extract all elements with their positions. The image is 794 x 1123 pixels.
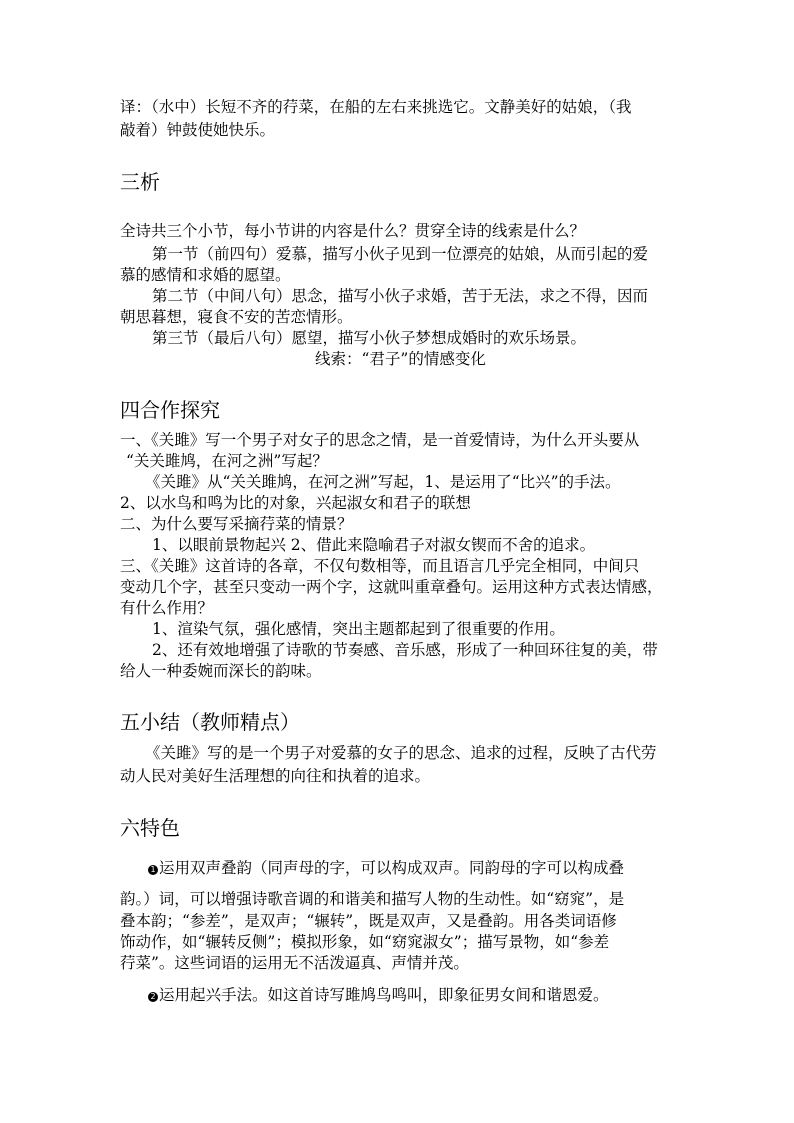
section4-a3-2-line-2: 给人一种委婉而深长的韵味。 [120, 662, 322, 680]
section6-item1-line-4: 饰动作，如“辗转反侧”；模拟形象，如“窈窕淑女”；描写景物，如“参差 [120, 933, 610, 951]
section4-q2: 二、为什么要写采摘荇菜的情景？ [120, 515, 353, 533]
section5-line-1: 《关雎》写的是一个男子对爱慕的女子的思念、追求的过程，反映了古代劳 [145, 744, 657, 762]
section6-item1-line-1 [148, 858, 624, 878]
section3-p3: 第三节（最后八句）愿望，描写小伙子梦想成婚时的欢乐场景。 [152, 329, 587, 347]
section3-p1-line-2: 慕的感情和求婚的愿望。 [120, 266, 291, 284]
section6-item2 [148, 985, 609, 1005]
section5-line-2: 动人民对美好生活理想的向往和执着的追求。 [120, 767, 431, 785]
section3-p2-line-2: 朝思暮想，寝食不安的苦恋情形。 [120, 308, 353, 326]
section-heading-3: 三析 [120, 170, 160, 194]
section4-q3-line-1: 三、《关雎》这首诗的各章，不仅句数相等，而且语言几乎完全相同，中间只 [120, 557, 640, 575]
section6-item1-line-3: 叠本韵；“参差”，是双声；“辗转”，既是双声，又是叠韵。用各类词语修 [120, 912, 617, 930]
translation-line-2: 敲着）钟鼓使她快乐。 [120, 121, 276, 139]
section3-clue: 线索：“君子”的情感变化 [315, 350, 486, 368]
section4-a1-line-2: 2、以水鸟和鸣为比的对象，兴起淑女和君子的联想 [120, 494, 471, 512]
section4-a3-1: 1、渲染气氛，强化感情，突出主题都起到了很重要的作用。 [152, 620, 565, 638]
section4-a2: 1、以眼前景物起兴 2、借此来隐喻君子对淑女锲而不舍的追求。 [152, 536, 596, 554]
section6-item1-line-5: 荇菜”。这些词语的运用无不活泼逼真、声情并茂。 [120, 954, 469, 972]
section-heading-5: 五小结（教师精点） [120, 710, 300, 734]
section3-p1-line-1: 第一节（前四句）爱慕，描写小伙子见到一位漂亮的姑娘，从而引起的爱 [152, 245, 649, 263]
section4-q1-line-1: 一、《关雎》写一个男子对女子的思念之情，是一首爱情诗，为什么开头要从 [120, 431, 640, 449]
translation-line-1: 译：（水中）长短不齐的荇菜，在船的左右来挑选它。文静美好的姑娘，（我 [120, 98, 632, 116]
numbered-bullet-icon: 1 [148, 865, 158, 875]
section4-q3-line-2: 变动几个字，甚至只变动一两个字，这就叫重章叠句。运用这种方式表达情感， [120, 578, 663, 596]
section3-question: 全诗共三个小节，每小节讲的内容是什么？贯穿全诗的线索是什么？ [120, 222, 586, 240]
section3-p2-line-1: 第二节（中间八句）思念，描写小伙子求婚，苦于无法，求之不得，因而 [152, 287, 649, 305]
section4-q3-line-3: 有什么作用？ [120, 599, 214, 617]
numbered-bullet-icon: 2 [148, 992, 158, 1002]
section4-q1-line-2: “关关雎鸠，在河之洲”写起？ [126, 452, 328, 470]
section4-a3-2-line-1: 2、还有效地增强了诗歌的节奏感、音乐感，形成了一种回环往复的美，带 [152, 641, 658, 659]
section6-item1-text-1: 运用双声叠韵（同声母的字，可以构成双声。同韵母的字可以构成叠 [159, 859, 625, 877]
section6-item1-line-2: 韵。）词，可以增强诗歌音调的和谐美和描写人物的生动性。如“窈窕”，是 [120, 890, 625, 908]
section6-item2-text: 运用起兴手法。如这首诗写雎鸠鸟鸣叫，即象征男女间和谐恩爱。 [159, 986, 609, 1004]
section4-a1-line-1: 《关雎》从“关关雎鸠，在河之洲”写起，1、是运用了“比兴”的手法。 [145, 473, 621, 491]
section-heading-4: 四合作探究 [120, 398, 220, 422]
section-heading-6: 六特色 [120, 816, 180, 840]
